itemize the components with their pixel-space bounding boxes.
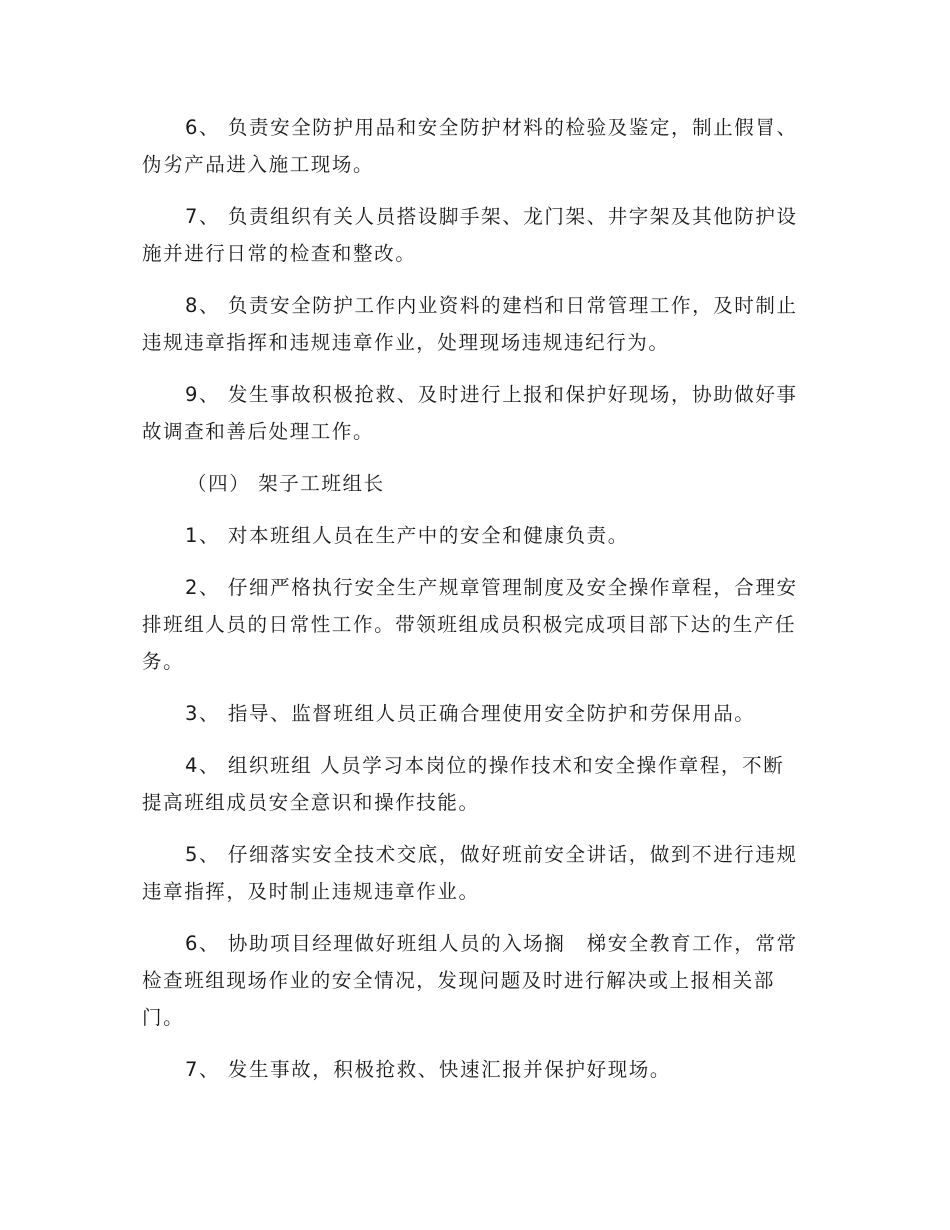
section-heading: （四） 架子工班组长 [187,472,385,495]
paragraph-item-3: 3、 指导、监督班组人员正确合理使用安全防护和劳保用品。 [185,702,756,725]
paragraph-item-6: 6、 负责安全防护用品和安全防护材料的检验及鉴定，制止假冒、伪劣产品进入施工现场。 [142,116,798,176]
paragraph-item-1: 1、 对本班组人员在生产中的安全和健康负责。 [185,524,629,547]
paragraph-item-8: 8、 负责安全防护工作内业资料的建档和日常管理工作，及时制止违规违章指挥和违规违章作业，处理现场违规违纪行为。 [142,294,798,354]
paragraph-item-7: 7、 负责组织有关人员搭设脚手架、龙门架、井字架及其他防护设施并进行日常的检查和整改。 [142,205,798,265]
paragraph-item-4: 4、 组织班组 人员学习本岗位的操作技术和安全操作章程，不断提高班组成员安全意识和操作技能。 [142,754,785,814]
paragraph-item-2: 2、 仔细严格执行安全生产规章管理制度及安全操作章程，合理安排班组人员的日常性工作。带领班组成员积极完成项目部下达的生产任务。 [142,576,798,673]
paragraph-item-9: 9、 发生事故积极抢救、及时进行上报和保护好现场，协助做好事故调查和善后处理工作。 [142,383,798,443]
document-body [142,109,802,1103]
paragraph-item-6b: 6、 协助项目经理做好班组人员的入场搁 梯安全教育工作，常常检查班组现场作业的安全情况，发现问题及时进行解决或上报相关部门。 [142,932,798,1029]
paragraph-item-5: 5、 仔细落实安全技术交底，做好班前安全讲话，做到不进行违规违章指挥，及时制止违规违章作业。 [142,843,798,903]
paragraph-item-7b: 7、 发生事故，积极抢救、快速汇报并保护好现场。 [185,1058,672,1081]
